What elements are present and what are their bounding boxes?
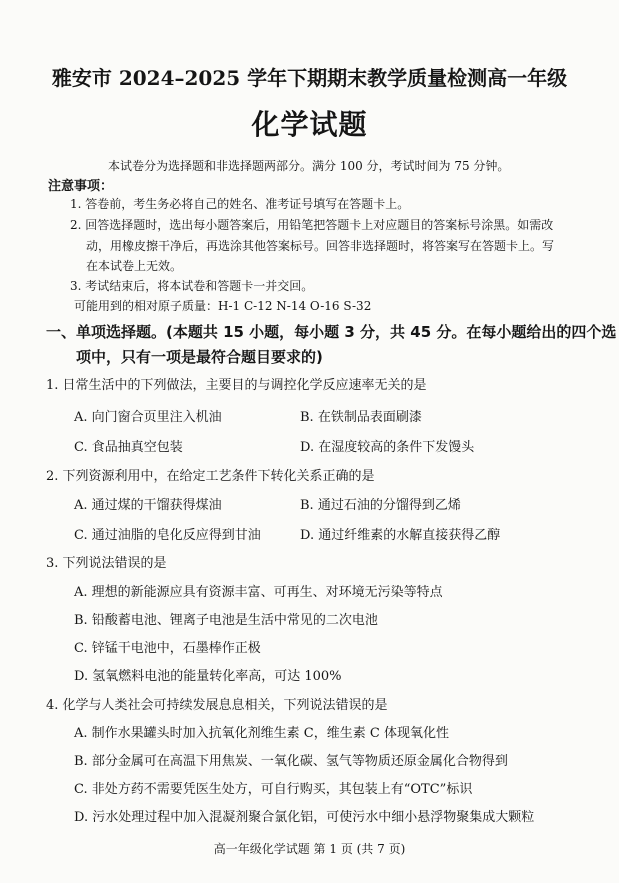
question-2-option-d: D. 通过纤维素的水解直接获得乙醇: [300, 528, 501, 543]
question-4-stem: 4. 化学与人类社会可持续发展息息相关，下列说法错误的是: [46, 698, 388, 713]
question-2-option-a: A. 通过煤的干馏获得煤油: [74, 498, 222, 513]
question-4-option-c: C. 非处方药不需要凭医生处方，可自行购买，其包装上有“OTC”标识: [74, 782, 473, 797]
question-3-option-c: C. 锌锰干电池中，石墨棒作正极: [74, 641, 261, 656]
question-4-option-a: A. 制作水果罐头时加入抗氧化剂维生素 C，维生素 C 体现氧化性: [74, 726, 449, 741]
notes-heading: 注意事项：: [48, 179, 114, 194]
question-1-option-d: D. 在湿度较高的条件下发馒头: [300, 440, 475, 455]
question-1-option-a: A. 向门窗合页里注入机油: [74, 410, 222, 425]
question-2-option-c: C. 通过油脂的皂化反应得到甘油: [74, 528, 261, 543]
question-3-stem: 3. 下列说法错误的是: [46, 556, 167, 571]
question-2-option-b: B. 通过石油的分馏得到乙烯: [300, 498, 461, 513]
exam-subject: 化学试题: [251, 108, 368, 141]
question-1-option-b: B. 在铁制品表面刷漆: [300, 410, 422, 425]
page-footer: 高一年级化学试题 第 1 页 (共 7 页): [213, 842, 406, 856]
note-item-3: 3. 考试结束后，将本试卷和答题卡一并交回。: [70, 279, 314, 293]
exam-title: 雅安市 2024–2025 学年下期期末教学质量检测高一年级: [51, 66, 568, 90]
question-3-option-b: B. 铅酸蓄电池、锂离子电池是生活中常见的二次电池: [74, 613, 378, 628]
atomic-masses: 可能用到的相对原子质量：H-1 C-12 N-14 O-16 S-32: [74, 299, 372, 313]
question-3-option-d: D. 氢氧燃料电池的能量转化率高，可达 100%: [74, 669, 342, 684]
note-item-2: 2. 回答选择题时，选出每小题答案后，用铅笔把答题卡上对应题目的答案标号涂黑。如需改: [70, 218, 554, 232]
question-1-stem: 1. 日常生活中的下列做法，主要目的与调控化学反应速率无关的是: [46, 378, 427, 393]
note-item-2-cont: 动，用橡皮擦干净后，再选涂其他答案标号。回答非选择题时，将答案写在答题卡上。写: [86, 239, 555, 253]
section-heading-line2: 项中，只有一项是最符合题目要求的): [76, 348, 323, 366]
note-item-2-cont2: 在本试卷上无效。: [86, 259, 183, 273]
question-4-option-d: D. 污水处理过程中加入混凝剂聚合氯化铝，可使污水中细小悬浮物聚集成大颗粒: [74, 810, 535, 825]
question-4-option-b: B. 部分金属可在高温下用焦炭、一氧化碳、氢气等物质还原金属化合物得到: [74, 754, 508, 769]
note-item-1: 1. 答卷前，考生务必将自己的姓名、准考证号填写在答题卡上。: [70, 197, 410, 211]
question-1-option-c: C. 食品抽真空包装: [74, 440, 183, 455]
section-heading-line1: 一、单项选择题。(本题共 15 小题，每小题 3 分，共 45 分。在每小题给出的四个选: [46, 323, 617, 341]
exam-intro: 本试卷分为选择题和非选择题两部分。满分 100 分，考试时间为 75 分钟。: [108, 159, 510, 173]
question-3-option-a: A. 理想的新能源应具有资源丰富、可再生、对环境无污染等特点: [74, 585, 443, 600]
question-2-stem: 2. 下列资源利用中，在给定工艺条件下转化关系正确的是: [46, 469, 375, 484]
